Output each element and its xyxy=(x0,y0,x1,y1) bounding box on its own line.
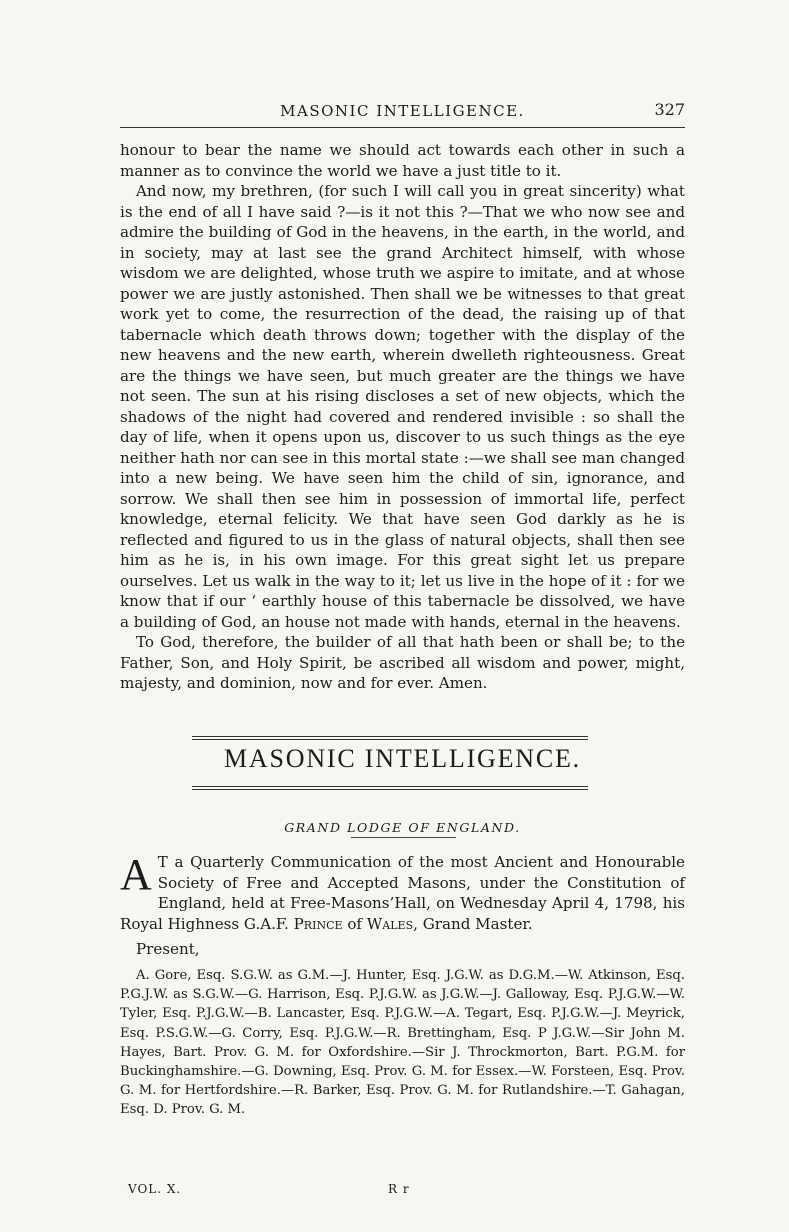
intro-text-start: T a Quarterly Communication of the most Ancient and Honourable Society of Free and Accepted Masons, under the Constitution of England, held at Free-Masons’Hall, on Wednesday April 4, 1798, his Royal Highness G.A.F. xyxy=(120,853,685,933)
section-rule-bottom xyxy=(192,786,588,792)
running-title: MASONIC INTELLIGENCE. xyxy=(280,102,525,120)
present-label: Present, xyxy=(136,940,200,958)
intro-wales: Wales xyxy=(366,914,414,933)
section-rule-top xyxy=(192,736,588,742)
section-title: MASONIC INTELLIGENCE. xyxy=(224,744,581,773)
volume-label: VOL. X. xyxy=(128,1182,182,1196)
signature-mark: R r xyxy=(388,1182,410,1196)
page-footer xyxy=(120,1182,685,1202)
running-head xyxy=(120,100,685,126)
header-rule xyxy=(120,127,685,128)
paragraph-continuation: honour to bear the name we should act towards each other in such a manner as to convince the world we have a just title to it. xyxy=(120,141,685,180)
intro-text-end: , Grand Master. xyxy=(413,914,533,933)
paragraph-brethren: And now, my brethren, (for such I will call you in great sincerity) what is the end of all I have said ?—is it not this ?—That we who now see and admire the building of God in the heavens, in the earth, in the world, and in society, may at last see the grand Architect himself, with whose wisdom we are delighted, whose truth we aspire to imitate, and at whose power we are justly astonished. Then shall we be witnesses to that great work yet to come, the resurrection of the dead, the raising up of that tabernacle which death throws down; together with the display of the new heavens and the new earth, wherein dwelleth righteousness. Great are the things we have seen, but much greater are the things we have not seen. The sun at his rising discloses a set of new objects, which the shadows of the night had covered and rendered invisible : so shall the day of life, when it opens upon us, discover to us such things as the eye neither hath nor can see in this mortal state :—we shall see man changed into a new being. We have seen him the child of sin, ignorance, and sorrow. We shall then see him in possession of immortal life, perfect knowledge, eternal felicity. We that have seen God darkly as he is reflected and figured to us in the glass of natural objects, shall then see him as he is, in his own image. For this great sight let us prepare ourselves. Let us walk in the way to it; let us live in the hope of it : for we know that if our ‘ earthly house of this tabernacle be dissolved, we have a building of God, an house not made with hands, eternal in the heavens. xyxy=(120,182,685,631)
intro-prince: Prince xyxy=(293,914,343,933)
members-text: A. Gore, Esq. S.G.W. as G.M.—J. Hunter, Esq. J.G.W. as D.G.M.—W. Atkinson, Esq. P.G.J.W. as S.G.W.—G. Harrison, Esq. P.J.G.W. as J.G.W.—J. Galloway, Esq. P.J.G.W.—W. Tyler, Esq. P.J.G.W.—B. Lancaster, Esq. P.J.G.W.—A. Tegart, Esq. P.J.G.W.—J. Meyrick, Esq. P.S.G.W.—G. Corry, Esq. P.J.G.W.—R. Brettingham, Esq. P J.G.W.—Sir John M. Hayes, Bart. Prov. G. M. for Oxfordshire.—Sir J. Throckmorton, Bart. P.G.M. for Buckinghamshire.—G. Downing, Esq. Prov. G. M. for Essex.—W. Forsteen, Esq. Prov. G. M. for Hertfordshire.—R. Barker, Esq. Prov. G. M. for Rutlandshire.—T. Gahagan, Esq. D. Prov. G. M. xyxy=(120,968,685,1118)
drop-cap: A xyxy=(120,850,152,899)
subheading-rule xyxy=(351,837,456,838)
paragraph-doxology: To God, therefore, the builder of all that hath been or shall be; to the Father, Son, and Holy Spirit, be ascribed all wisdom and power, might, majesty, and dominion, now and for ever. Amen. xyxy=(120,633,685,692)
subheading: GRAND LODGE OF ENGLAND. xyxy=(284,820,521,835)
members-list xyxy=(120,966,685,1120)
page-number: 327 xyxy=(654,100,685,119)
intro-of: of xyxy=(342,914,367,933)
sermon-text xyxy=(120,140,685,694)
intro-paragraph xyxy=(120,852,685,934)
